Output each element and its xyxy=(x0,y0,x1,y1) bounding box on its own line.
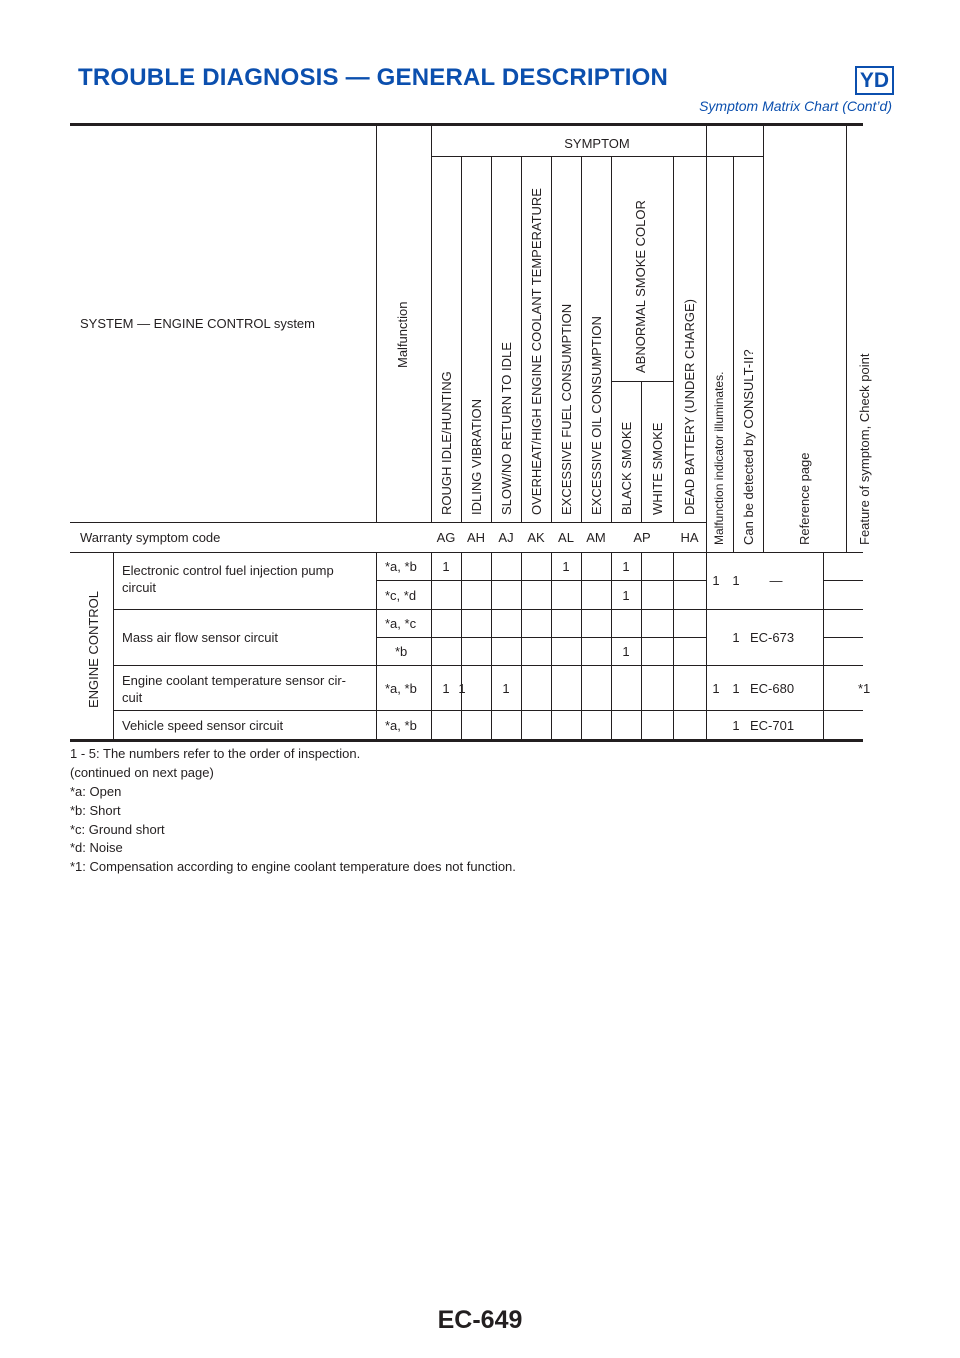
body-divider xyxy=(376,553,377,739)
ect-bottom-rule xyxy=(113,710,863,711)
symptom-fuel-consumption: EXCESSIVE FUEL CONSUMPTION xyxy=(559,303,574,515)
body-divider xyxy=(113,553,114,739)
maf-split-rule xyxy=(376,637,706,638)
symptom-oil-consumption: EXCESSIVE OIL CONSUMPTION xyxy=(589,316,604,515)
pump-malfunction-1: *a, *b xyxy=(385,559,417,574)
ect-rough-idle-value: 1 xyxy=(442,681,450,696)
pump-bottom-rule xyxy=(113,609,863,610)
col-divider xyxy=(376,126,377,522)
ect-overheat-value: 1 xyxy=(502,681,510,696)
smoke-header-rule xyxy=(611,381,673,382)
warranty-code-ap: AP xyxy=(633,530,651,545)
header-bottom-rule xyxy=(70,552,863,553)
warranty-code-ak: AK xyxy=(527,530,545,545)
col-divider xyxy=(706,126,707,552)
warranty-code-aj: AJ xyxy=(498,530,514,545)
warranty-top-rule xyxy=(70,522,706,523)
pump-consult-value: 1 xyxy=(732,573,740,588)
model-badge: YD xyxy=(855,66,894,95)
pump-oil-value: 1 xyxy=(622,588,630,603)
col-divider xyxy=(431,126,432,522)
maf-oil-value: 1 xyxy=(622,644,630,659)
note-noise: *d: Noise xyxy=(70,840,123,855)
symptom-header: SYMPTOM xyxy=(564,136,630,151)
consult-header: Can be detected by CONSULT-II? xyxy=(741,349,756,545)
ect-name-line2: cuit xyxy=(122,690,143,705)
pump-fuel-value: 1 xyxy=(562,559,570,574)
maf-reference: EC-673 xyxy=(750,630,795,645)
table-bottom-rule xyxy=(70,739,863,742)
malfunction-header: Malfunction xyxy=(395,301,410,368)
col-divider xyxy=(733,157,734,552)
pump-split-rule xyxy=(376,580,706,581)
warranty-code-ag: AG xyxy=(436,530,456,545)
vss-consult-value: 1 xyxy=(732,718,740,733)
ect-reference: EC-680 xyxy=(750,681,795,696)
col-divider xyxy=(581,157,582,522)
col-divider xyxy=(673,157,674,522)
symptom-black-smoke: BLACK SMOKE xyxy=(619,421,634,515)
note-compensation: *1: Compensation according to engine coolant temperature does not function. xyxy=(70,859,516,874)
symptom-dead-battery: DEAD BATTERY (UNDER CHARGE) xyxy=(682,299,697,515)
vss-name: Vehicle speed sensor circuit xyxy=(122,718,284,733)
body-divider xyxy=(673,553,674,739)
vss-reference: EC-701 xyxy=(750,718,795,733)
pump-black-smoke-value: 1 xyxy=(622,559,630,574)
pump-name-line1: Electronic control fuel injection pump xyxy=(122,563,334,578)
pump-rough-idle-value: 1 xyxy=(442,559,450,574)
maf-name: Mass air flow sensor circuit xyxy=(122,630,279,645)
warranty-code-am: AM xyxy=(586,530,606,545)
warranty-code-ah: AH xyxy=(466,530,486,545)
ect-consult-value: 1 xyxy=(732,681,740,696)
body-divider xyxy=(521,553,522,739)
symptom-rough-idle: ROUGH IDLE/HUNTING xyxy=(439,371,454,515)
symptom-slow-return: SLOW/NO RETURN TO IDLE xyxy=(499,342,514,515)
maf-split-rule-right xyxy=(823,637,863,638)
body-divider xyxy=(551,553,552,739)
maf-malfunction-2: *b xyxy=(395,644,408,659)
page-subtitle: Symptom Matrix Chart (Cont’d) xyxy=(699,98,892,114)
symptom-overheat: OVERHEAT/HIGH ENGINE COOLANT TEMPERATURE xyxy=(529,188,544,515)
system-label: SYSTEM — ENGINE CONTROL system xyxy=(80,316,315,331)
pump-reference: — xyxy=(769,573,783,588)
pump-name-line2: circuit xyxy=(122,580,156,595)
maf-consult-value: 1 xyxy=(732,630,740,645)
note-short: *b: Short xyxy=(70,803,121,818)
symptom-header-rule xyxy=(431,156,763,157)
warranty-code-ha: HA xyxy=(680,530,699,545)
ect-mil-value: 1 xyxy=(712,681,720,696)
maf-bottom-rule xyxy=(113,665,863,666)
feature-header: Feature of symptom, Check point xyxy=(857,353,872,545)
symptom-idling-vibration: IDLING VIBRATION xyxy=(469,398,484,515)
col-divider xyxy=(641,382,642,522)
col-divider xyxy=(551,157,552,522)
col-divider xyxy=(763,126,764,552)
reference-header: Reference page xyxy=(797,452,812,545)
col-divider xyxy=(461,157,462,522)
pump-mil-value: 1 xyxy=(712,573,720,588)
body-divider xyxy=(823,553,824,739)
engine-control-group-label: ENGINE CONTROL xyxy=(86,590,101,708)
page-number: EC-649 xyxy=(437,1306,523,1334)
warranty-label: Warranty symptom code xyxy=(80,530,221,545)
body-divider xyxy=(461,553,462,739)
ect-malfunction: *a, *b xyxy=(385,681,417,696)
page-title: TROUBLE DIAGNOSIS — GENERAL DESCRIPTION xyxy=(78,64,669,91)
symptom-white-smoke: WHITE SMOKE xyxy=(650,422,665,515)
body-divider xyxy=(491,553,492,739)
col-divider xyxy=(491,157,492,522)
ect-vibration-value: 1 xyxy=(458,681,466,696)
note-open: *a: Open xyxy=(70,784,122,799)
ect-name-line1: Engine coolant temperature sensor cir- xyxy=(122,673,347,688)
symptom-abnormal-smoke: ABNORMAL SMOKE COLOR xyxy=(633,200,648,373)
body-divider xyxy=(431,553,432,739)
col-divider xyxy=(521,157,522,522)
table-top-rule xyxy=(70,123,863,126)
mil-header: Malfunction indicator illuminates. xyxy=(712,371,726,545)
note-order: 1 - 5: The numbers refer to the order of inspection. xyxy=(70,746,361,761)
col-divider xyxy=(611,157,612,522)
body-divider xyxy=(641,553,642,739)
body-divider xyxy=(581,553,582,739)
note-continued: (continued on next page) xyxy=(70,765,214,780)
vss-malfunction: *a, *b xyxy=(385,718,417,733)
warranty-code-al: AL xyxy=(558,530,574,545)
maf-malfunction-1: *a, *c xyxy=(385,616,417,631)
pump-split-rule-right xyxy=(823,580,863,581)
ect-feature: *1 xyxy=(858,681,871,696)
pump-malfunction-2: *c, *d xyxy=(385,588,417,603)
note-ground-short: *c: Ground short xyxy=(70,822,165,837)
col-divider xyxy=(846,126,847,552)
